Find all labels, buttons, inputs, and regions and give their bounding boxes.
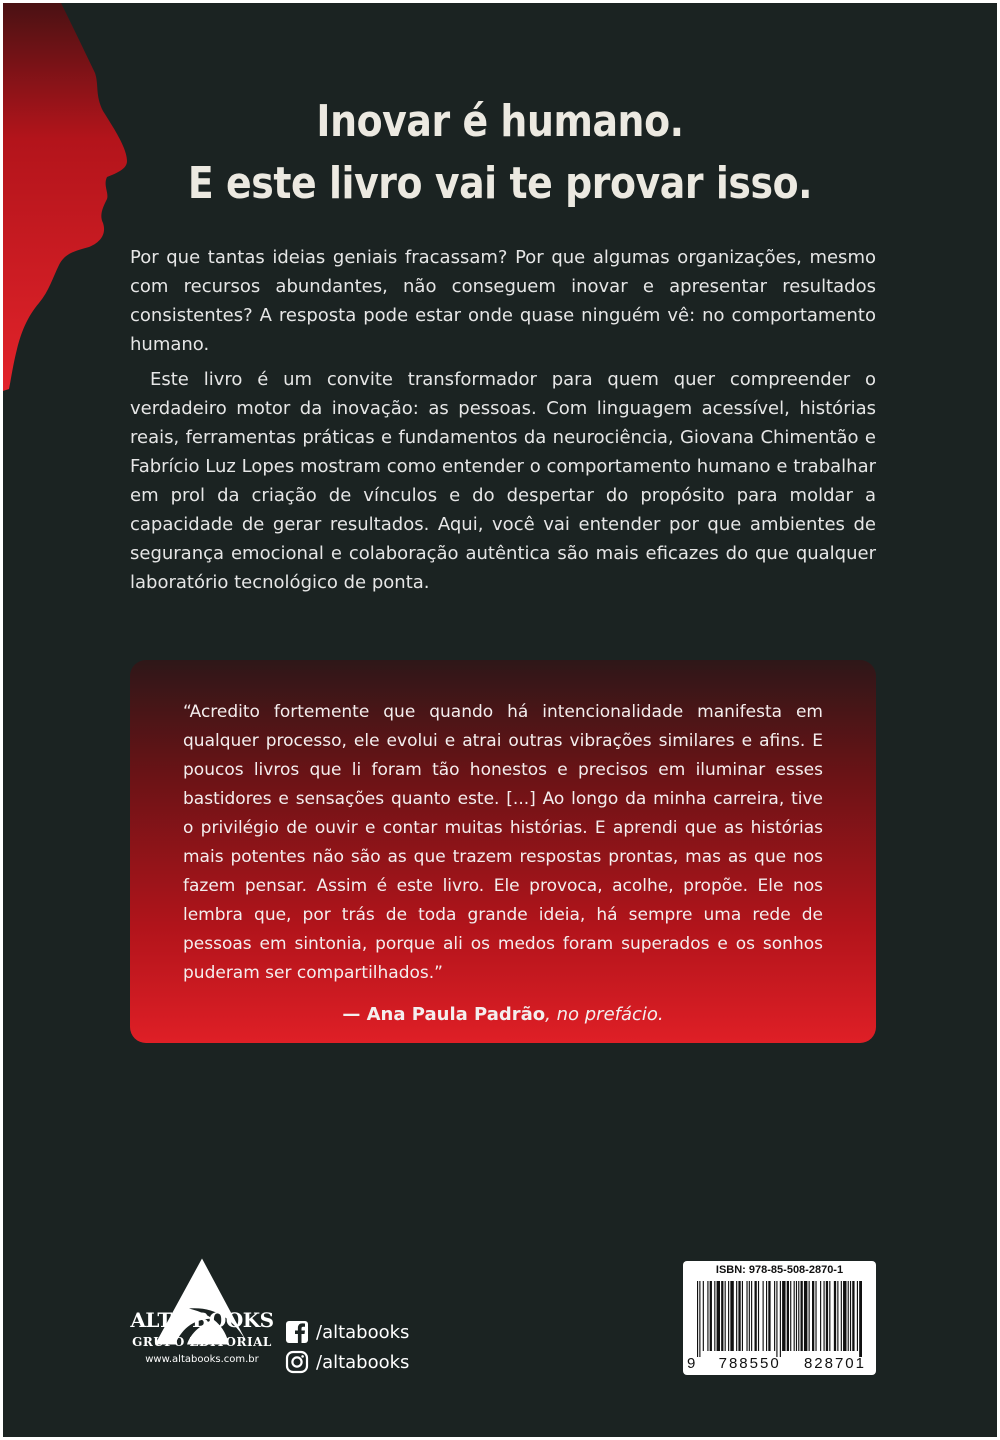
isbn-digits — [687, 1355, 872, 1372]
barcode-bar — [834, 1281, 836, 1351]
barcode-bar — [801, 1281, 803, 1351]
facebook-link[interactable] — [285, 1319, 409, 1345]
barcode-bar — [820, 1281, 821, 1351]
barcode-bar — [766, 1281, 767, 1351]
barcode-bar — [848, 1281, 849, 1351]
barcode-bar — [742, 1281, 743, 1351]
barcode-bar — [850, 1281, 851, 1351]
barcode-bar — [768, 1281, 770, 1351]
barcode-bar — [758, 1281, 759, 1351]
barcode-bar — [798, 1281, 799, 1351]
publisher-url[interactable]: www.altabooks.com.br — [145, 1354, 259, 1365]
facebook-icon — [285, 1320, 309, 1344]
publisher-subtitle: GRUPO EDITORIAL — [132, 1335, 272, 1349]
instagram-link[interactable] — [285, 1349, 409, 1375]
barcode-bar — [736, 1281, 737, 1351]
barcode-bar — [707, 1281, 708, 1351]
barcode-bar — [763, 1281, 764, 1351]
barcode-bar — [730, 1281, 733, 1351]
quote-author: Ana Paula Padrão — [366, 1004, 546, 1025]
publisher-name: ALTA BOOKS — [130, 1308, 274, 1332]
barcode-bar — [751, 1281, 752, 1351]
barcode-bar — [852, 1281, 854, 1351]
barcode-bar — [843, 1281, 846, 1351]
barcode-bar — [841, 1281, 842, 1351]
barcode-bar — [721, 1281, 723, 1351]
barcode-bar — [804, 1281, 807, 1351]
barcode-bar — [703, 1281, 704, 1351]
barcode-bar — [787, 1281, 789, 1351]
barcode-bar — [746, 1281, 747, 1351]
barcode-bars — [697, 1281, 862, 1357]
attribution-dash: — — [342, 1004, 367, 1025]
isbn-label: ISBN: 978-85-508-2870-1 — [715, 1264, 844, 1276]
isbn-digit-first: 9 — [687, 1355, 696, 1372]
headline-line-2: E este livro vai te provar isso. — [187, 158, 813, 209]
quote-text: “Acredito fortemente que quando há intencionalidade manifesta em qualquer processo, ele evolui e atrai outras vibrações similares e afins. E poucos livros que li foram tão honestos e precisos em iluminar esses bastidores e sensações quanto este. [...] Ao longo da minha carreira, tive o privilégio de ouvir e contar muitas histórias. E aprendi que as histórias mais potentes não são as que trazem respostas prontas, mas as que nos fazem pensar. Assim é este livro. Ele provoca, acolhe, propõe. Ele nos lembra que, por trás de toda grande ideia, há sempre uma rede de pessoas em sintonia, porque ali os medos foram superados e os sonhos puderam ser compartilhados.” — [183, 702, 823, 983]
barcode-bar — [774, 1281, 775, 1351]
barcode-bar — [837, 1281, 838, 1351]
barcode-bar — [728, 1281, 729, 1351]
quote-box — [130, 660, 876, 1043]
barcode-bar — [794, 1281, 795, 1351]
barcode-bar — [809, 1281, 810, 1351]
barcode-bar — [859, 1281, 862, 1357]
barcode-bar — [738, 1281, 740, 1351]
barcode-bar — [790, 1281, 791, 1351]
instagram-icon — [285, 1350, 309, 1374]
barcode-bar — [780, 1281, 781, 1357]
barcode-bar — [776, 1281, 777, 1357]
synopsis-paragraph-2: Este livro é um convite transformador para quem quer compreender o verdadeiro motor da inovação: as pessoas. Com linguagem acessível, histórias reais, ferramentas práticas e fundamentos da neurociência, Giovana Chimentão e Fabrício Luz Lopes mostram como entender o comportamento humano e trabalhar em prol da criação de vínculos e do despertar do propósito para moldar a capacidade de gerar resultados. Aqui, você vai entender por que ambientes de segurança emocional e colaboração autêntica são mais eficazes do que qualquer laboratório tecnológico de ponta. — [130, 369, 876, 593]
isbn-digits-right: 828701 — [803, 1355, 866, 1372]
facebook-handle: /altabooks — [316, 1321, 410, 1343]
headline — [73, 91, 928, 215]
quote-source: , no prefácio. — [545, 1004, 664, 1025]
barcode-bar — [710, 1281, 712, 1351]
instagram-handle: /altabooks — [316, 1351, 410, 1373]
back-cover — [3, 3, 997, 1437]
barcode-bar — [812, 1281, 814, 1351]
isbn-digits-left: 788550 — [718, 1355, 781, 1372]
barcode-bar — [699, 1281, 700, 1357]
barcode-bar — [824, 1281, 825, 1351]
barcode-bar — [749, 1281, 750, 1351]
alta-books-logo-icon — [129, 1211, 275, 1393]
barcode-bar — [796, 1281, 797, 1351]
barcode-bar — [714, 1281, 715, 1351]
barcode-bar — [857, 1281, 858, 1351]
headline-line-1: Inovar é humano. — [316, 96, 684, 147]
barcode-bar — [697, 1281, 698, 1357]
barcode-bar — [815, 1281, 816, 1351]
barcode-bar — [782, 1281, 785, 1351]
barcode-bar — [725, 1281, 726, 1351]
quote-attribution — [183, 1004, 823, 1025]
barcode-bar — [829, 1281, 830, 1351]
synopsis-paragraph-1: Por que tantas ideias geniais fracassam? Por que algumas organizações, mesmo com recursos abundantes, não conseguem inovar e apresentar resultados consistentes? A resposta pode estar onde quase ninguém vê: no comportamento humano. — [130, 247, 876, 355]
synopsis — [130, 243, 876, 597]
barcode-bar — [826, 1281, 828, 1351]
barcode-bar — [755, 1281, 757, 1351]
isbn-barcode — [683, 1261, 876, 1375]
barcode-bar — [717, 1281, 720, 1351]
